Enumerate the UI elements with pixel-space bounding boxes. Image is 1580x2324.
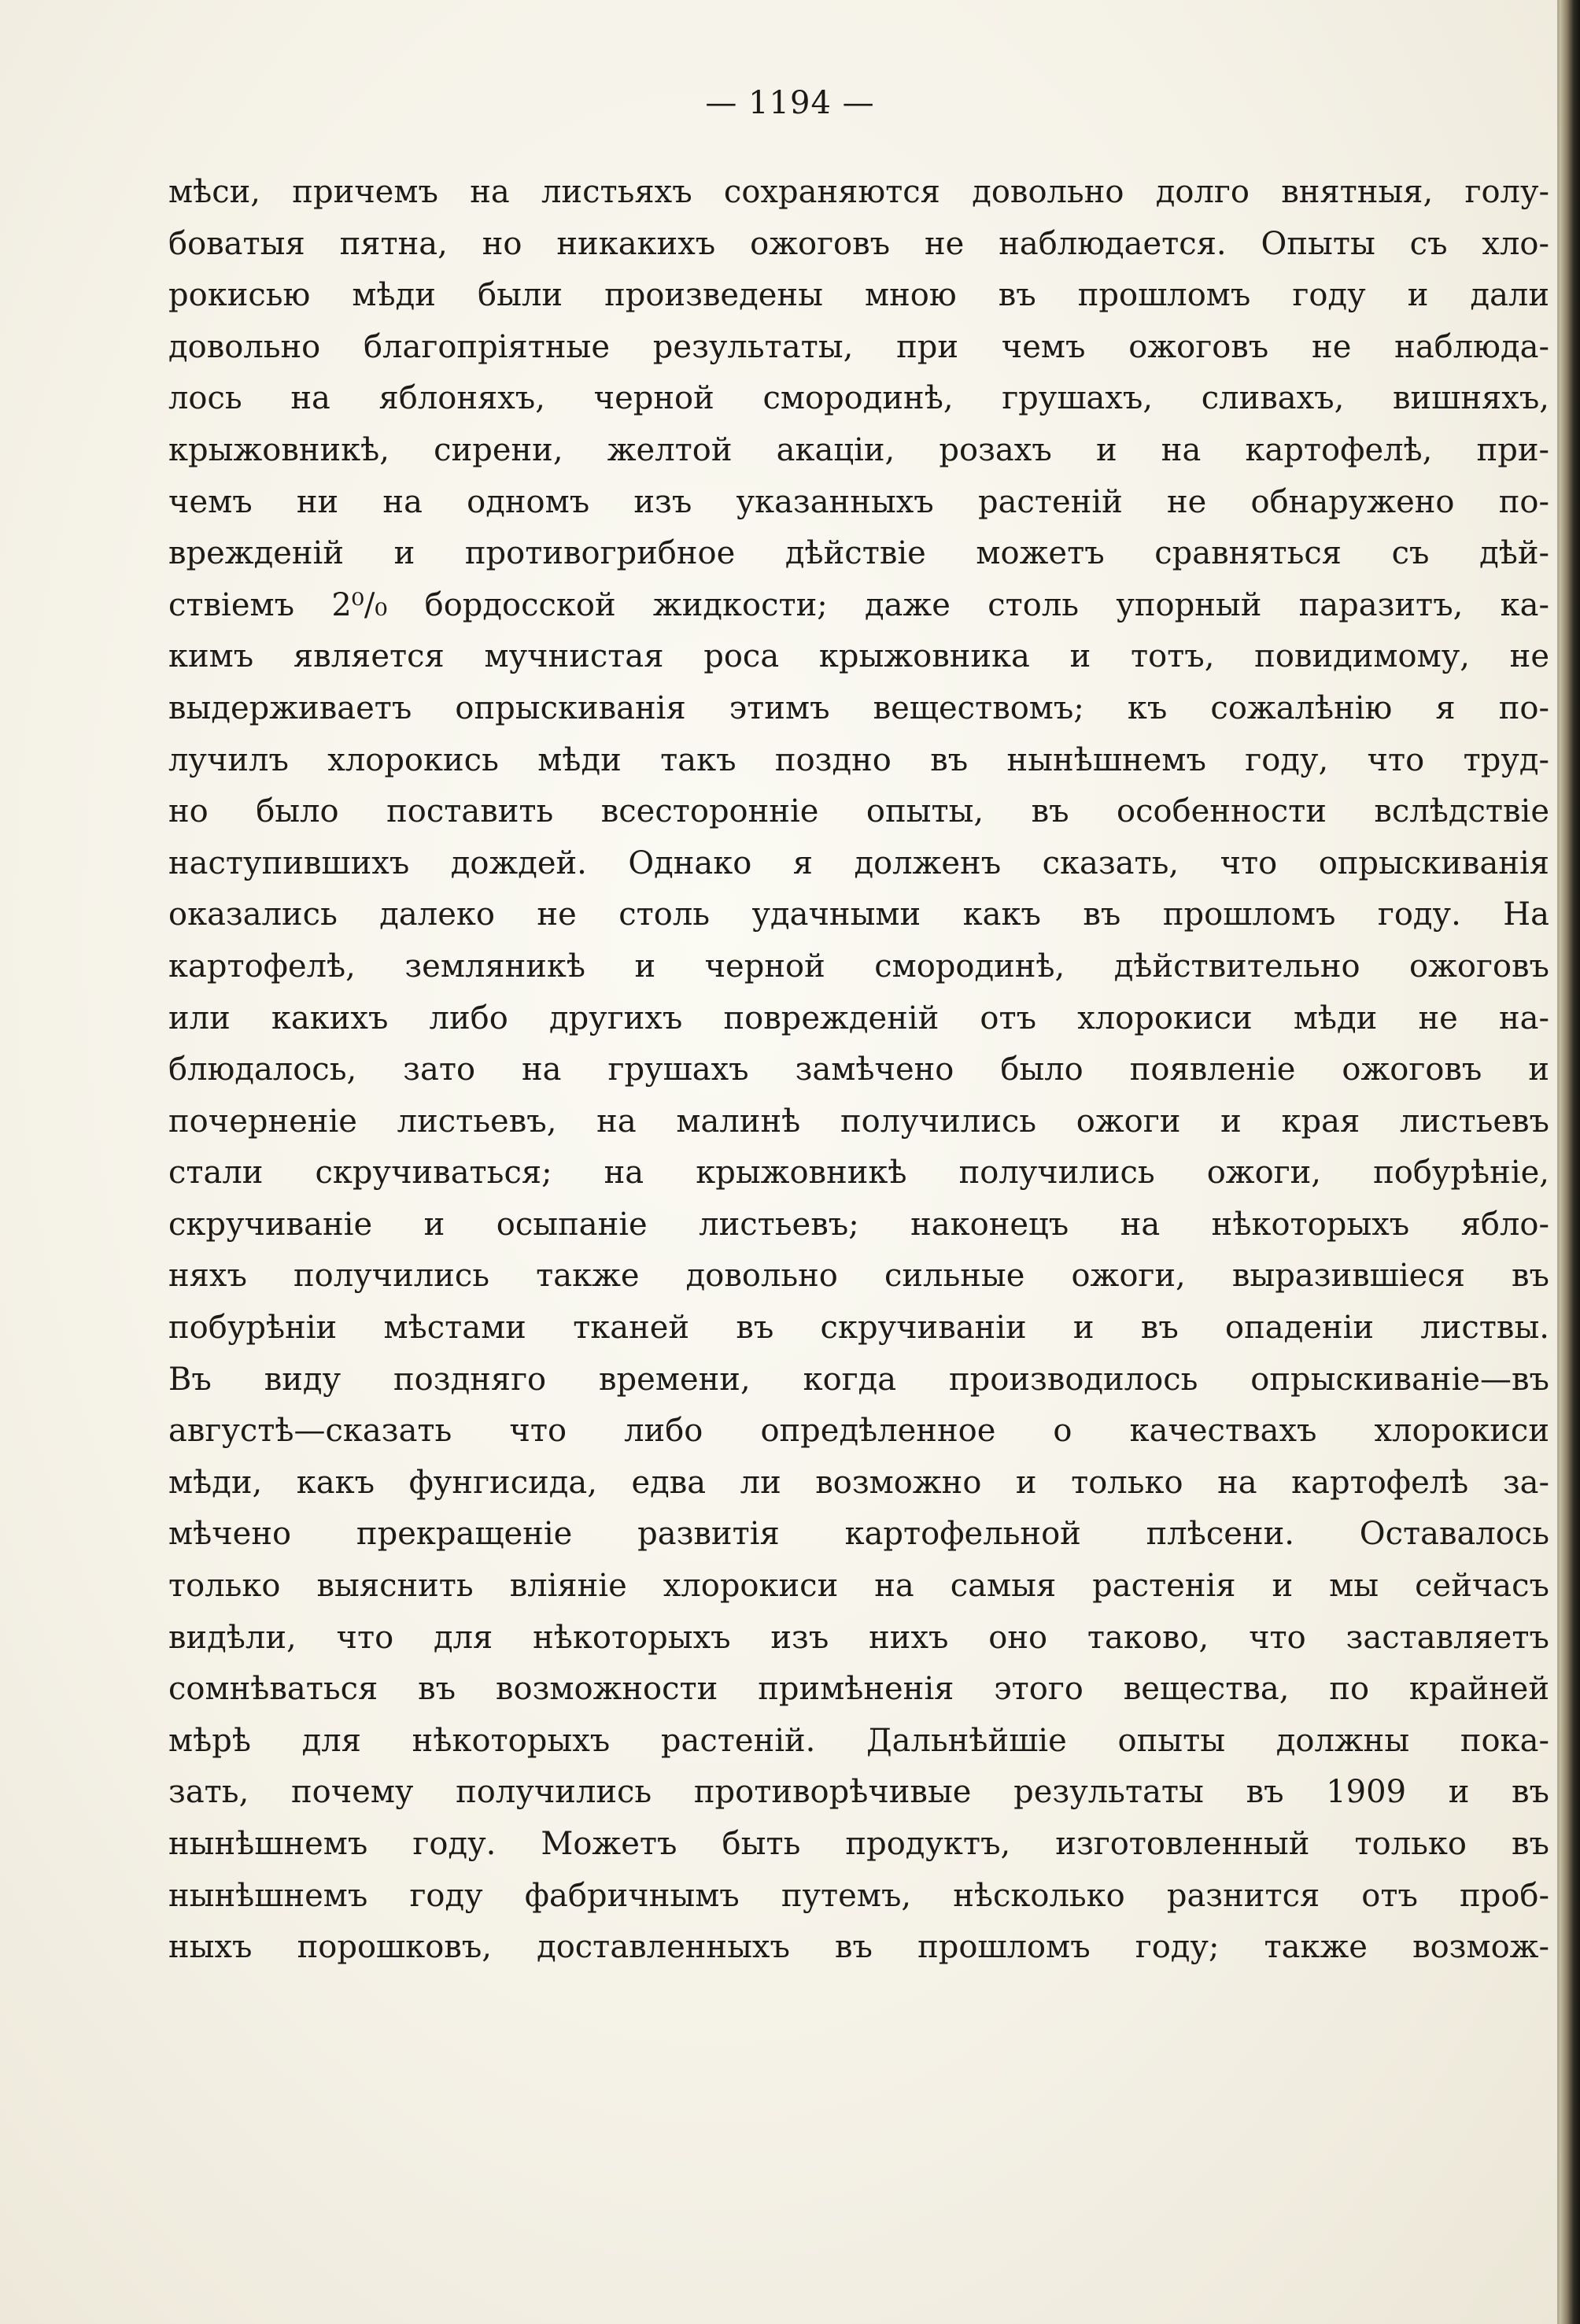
text-line: няхъ получились также довольно сильные ожоги, выразившіеся въ: [168, 1258, 1549, 1295]
text-line: Въ виду поздняго времени, когда производилось опрыскиваніе—въ: [168, 1361, 1549, 1398]
text-line: нынѣшнемъ году фабричнымъ путемъ, нѣсколько разнится отъ проб-: [168, 1877, 1549, 1914]
text-line: крыжовникѣ, сирени, желтой акаціи, розахъ и на картофелѣ, при-: [168, 431, 1549, 468]
text-line: лось на яблоняхъ, черной смородинѣ, грушахъ, сливахъ, вишняхъ,: [168, 380, 1549, 417]
text-line: видѣли, что для нѣкоторыхъ изъ нихъ оно таково, что заставляетъ: [168, 1619, 1549, 1656]
text-line: или какихъ либо другихъ поврежденій отъ хлорокиси мѣди не на-: [168, 999, 1549, 1036]
text-line: выдерживаетъ опрыскиванія этимъ веществомъ; къ сожалѣнію я по-: [168, 689, 1549, 726]
text-line: зать, почему получились противорѣчивые результаты въ 1909 и въ: [168, 1774, 1549, 1811]
text-line: боватыя пятна, но никакихъ ожоговъ не наблюдается. Опыты съ хло-: [168, 225, 1549, 262]
text-line: скручиваніе и осыпаніе листьевъ; наконецъ на нѣкоторыхъ ябло-: [168, 1206, 1549, 1243]
text-line: лучилъ хлорокись мѣди такъ поздно въ нынѣшнемъ году, что труд-: [168, 741, 1549, 778]
text-line: довольно благопріятные результаты, при чемъ ожоговъ не наблюда-: [168, 328, 1549, 365]
text-line: рокисью мѣди были произведены мною въ прошломъ году и дали: [168, 277, 1549, 314]
text-line: мѣси, причемъ на листьяхъ сохраняются довольно долго внятныя, голу-: [168, 174, 1549, 210]
text-line: только выяснить вліяніе хлорокиси на самыя растенія и мы сейчасъ: [168, 1568, 1549, 1605]
text-line: почерненіе листьевъ, на малинѣ получились ожоги и края листьевъ: [168, 1103, 1549, 1140]
text-line: нынѣшнемъ году. Можетъ быть продуктъ, изготовленный только въ: [168, 1826, 1549, 1862]
text-line: чемъ ни на одномъ изъ указанныхъ растеній не обнаружено по-: [168, 483, 1549, 520]
page-edge: [1560, 0, 1580, 2324]
text-line: ствіемъ 2⁰/₀ бордосской жидкости; даже столь упорный паразитъ, ка-: [168, 586, 1549, 623]
text-line: стали скручиваться; на крыжовникѣ получились ожоги, побурѣніе,: [168, 1155, 1549, 1192]
text-line: кимъ является мучнистая роса крыжовника и тотъ, повидимому, не: [168, 638, 1549, 675]
page-number: — 1194 —: [705, 85, 875, 121]
text-line: сомнѣваться въ возможности примѣненія этого вещества, по крайней: [168, 1671, 1549, 1708]
text-line: побурѣніи мѣстами тканей въ скручиваніи и въ опаденіи листвы.: [168, 1310, 1549, 1347]
text-line: мѣрѣ для нѣкоторыхъ растеній. Дальнѣйшіе опыты должны пока-: [168, 1722, 1549, 1759]
body-text: [168, 167, 1549, 1974]
text-line: но было поставить всесторонніе опыты, въ особенности вслѣдствіе: [168, 793, 1549, 830]
text-line: августѣ—сказать что либо опредѣленное о качествахъ хлорокиси: [168, 1413, 1549, 1450]
text-line: врежденій и противогрибное дѣйствіе можетъ сравняться съ дѣй-: [168, 535, 1549, 572]
text-line: наступившихъ дождей. Однако я долженъ сказать, что опрыскиванія: [168, 844, 1549, 881]
text-line: блюдалось, зато на грушахъ замѣчено было появленіе ожоговъ и: [168, 1051, 1549, 1088]
text-line: мѣчено прекращеніе развитія картофельной плѣсени. Оставалось: [168, 1516, 1549, 1553]
text-line: оказались далеко не столь удачными какъ въ прошломъ году. На: [168, 896, 1549, 933]
text-line: мѣди, какъ фунгисида, едва ли возможно и только на картофелѣ за-: [168, 1464, 1549, 1501]
text-line: ныхъ порошковъ, доставленныхъ въ прошломъ году; также возмож-: [168, 1929, 1549, 1966]
text-line: картофелѣ, земляникѣ и черной смородинѣ, дѣйствительно ожоговъ: [168, 948, 1549, 985]
